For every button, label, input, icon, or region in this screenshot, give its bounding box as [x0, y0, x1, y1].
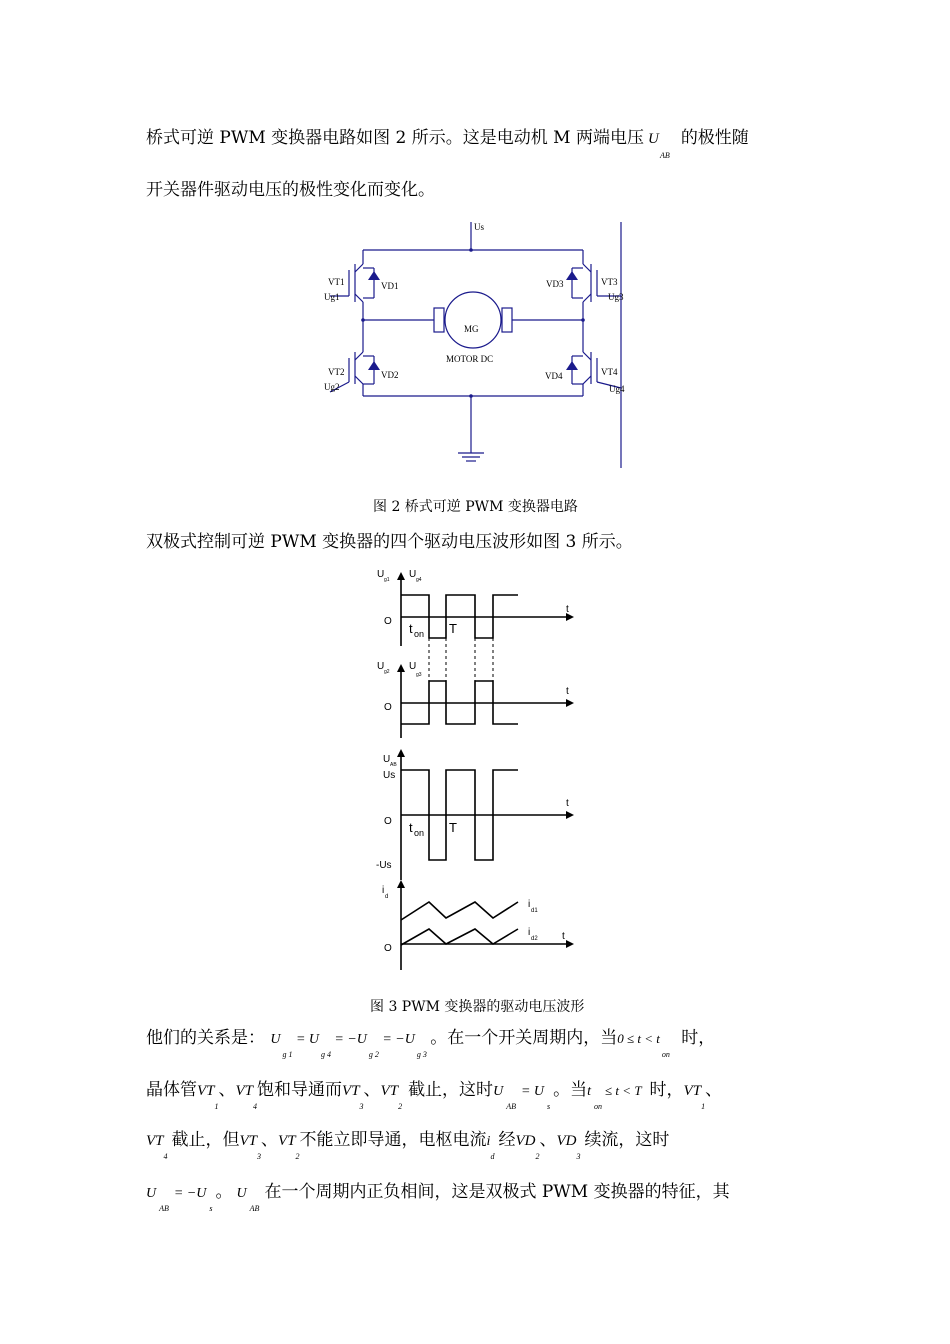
wf-o3: O	[384, 816, 392, 827]
p3-l3-b: 不能立即导通，电枢电流	[299, 1130, 487, 1150]
wf-uab: U	[383, 754, 391, 765]
pwm-waveforms	[0, 560, 950, 980]
label-motor-dc: MOTOR DC	[446, 354, 494, 364]
wf-g4: g4	[416, 577, 422, 583]
label-ug1: Ug1	[324, 292, 340, 302]
wf-id1: i	[528, 899, 531, 910]
p3-l2-c: 截止，这时	[408, 1080, 494, 1100]
para3-line2: 晶体管$VT_1$、$VT_4$饱和导通而$VT_3$、$VT_2$截止，这时$U_{AB}= U_s$。当$t_{on}\le t < T$ 时，$VT_1$、	[146, 1080, 723, 1111]
wf-o1: O	[384, 616, 392, 627]
para3-line3: $VT_4$截止，但$VT_3$、$VT_2$不能立即导通，电枢电流$i_d$经$VD_2$、$VD_3$续流，这时	[146, 1130, 670, 1161]
wf-id: i	[382, 885, 385, 896]
label-us: Us	[474, 222, 485, 232]
p3-l2-b: 饱和导通而	[257, 1080, 343, 1100]
wf-d2: d2	[531, 936, 538, 942]
p3-sep5: 、	[539, 1130, 557, 1150]
wf-ton1-sub: on	[414, 629, 425, 639]
para1-text-b: 的极性随	[680, 128, 749, 148]
wf-us: Us	[383, 770, 396, 781]
label-ug4: Ug4	[609, 384, 625, 394]
para3-line4: $U_{AB}= -U_s$。 $U_{AB}$在一个周期内正负相间，这是双极式 PWM 变换器的特征，其	[146, 1182, 730, 1213]
hbridge-schematic	[0, 0, 950, 480]
wf-ton1: t	[409, 621, 413, 636]
wf-t1: t	[566, 604, 569, 615]
label-mg: MG	[464, 324, 479, 334]
label-vt2: VT2	[328, 367, 345, 377]
p3-l3-d: 续流，这时	[584, 1130, 670, 1150]
p3-l2-d: 。当	[553, 1080, 588, 1100]
wf-g1: g1	[384, 577, 390, 583]
label-ug2: Ug2	[324, 382, 340, 392]
p3-l4-a: 。	[215, 1182, 233, 1202]
para3-line1: 他们的关系是： $U_{g 1} = U_{g 4} = -U_{g 2} = -U_{g 3}$ 。在一个开关周期内，当$0 \le t < t_{on}$ 时，	[146, 1028, 716, 1059]
p3-l1-c: 时，	[681, 1028, 716, 1048]
fig2-caption: 图 2 桥式可逆 PWM 变换器电路	[373, 499, 578, 515]
wf-T3: T	[449, 820, 457, 835]
wf-g2: g2	[384, 669, 390, 675]
p3-sep4: 、	[261, 1130, 279, 1150]
p3-sep3: 、	[705, 1080, 723, 1100]
para1-text-a: 桥式可逆 PWM 变换器电路如图 2 所示。这是电动机 M 两端电压	[146, 128, 644, 148]
label-vd1: VD1	[381, 281, 399, 291]
p3-sep1: 、	[218, 1080, 236, 1100]
label-vd4: VD4	[545, 371, 563, 381]
wf-g3: g3	[416, 672, 422, 678]
wf-u1: U	[377, 569, 385, 580]
p3-l1-a: 他们的关系是：	[146, 1028, 265, 1048]
wf-t4: t	[562, 931, 565, 942]
wf-u3: U	[409, 661, 417, 672]
fig3-caption: 图 3 PWM 变换器的驱动电压波形	[370, 999, 585, 1015]
wf-t2: t	[566, 686, 569, 697]
wf-id2: i	[528, 927, 531, 938]
p3-sep2: 、	[363, 1080, 381, 1100]
wf-o4: O	[384, 943, 392, 954]
label-vt1: VT1	[328, 277, 345, 287]
wf-ab: AB	[390, 762, 397, 768]
para1-line2: 开关器件驱动电压的极性变化而变化。	[146, 180, 435, 200]
para2: 双极式控制可逆 PWM 变换器的四个驱动电压波形如图 3 所示。	[146, 532, 633, 552]
p3-l1-b: 。在一个开关周期内，当	[430, 1028, 618, 1048]
label-vt3: VT3	[601, 277, 618, 287]
p3-l2-a: 晶体管	[146, 1080, 197, 1100]
wf-t3: t	[566, 798, 569, 809]
wf-ton3-sub: on	[414, 828, 425, 838]
wf-u4: U	[409, 569, 417, 580]
sub-ab: AB	[659, 151, 670, 160]
p3-l3-a: 截止，但	[171, 1130, 240, 1150]
wf-T1: T	[449, 621, 457, 636]
p3-l2-e: 时，	[649, 1080, 684, 1100]
p3-l4-b: 在一个周期内正负相间，这是双极式 PWM 变换器的特征，其	[264, 1182, 730, 1202]
wf-u2: U	[377, 661, 385, 672]
wf-neg-us: -Us	[376, 860, 392, 871]
wf-d: d	[385, 894, 389, 900]
label-vt4: VT4	[601, 367, 618, 377]
wf-ton3: t	[409, 820, 413, 835]
label-vd2: VD2	[381, 370, 399, 380]
label-ug3: Ug3	[608, 292, 624, 302]
label-vd3: VD3	[546, 279, 564, 289]
wf-o2: O	[384, 702, 392, 713]
p3-l3-c: 经	[498, 1130, 516, 1150]
var-u: U	[647, 131, 659, 147]
wf-d1: d1	[531, 908, 538, 914]
